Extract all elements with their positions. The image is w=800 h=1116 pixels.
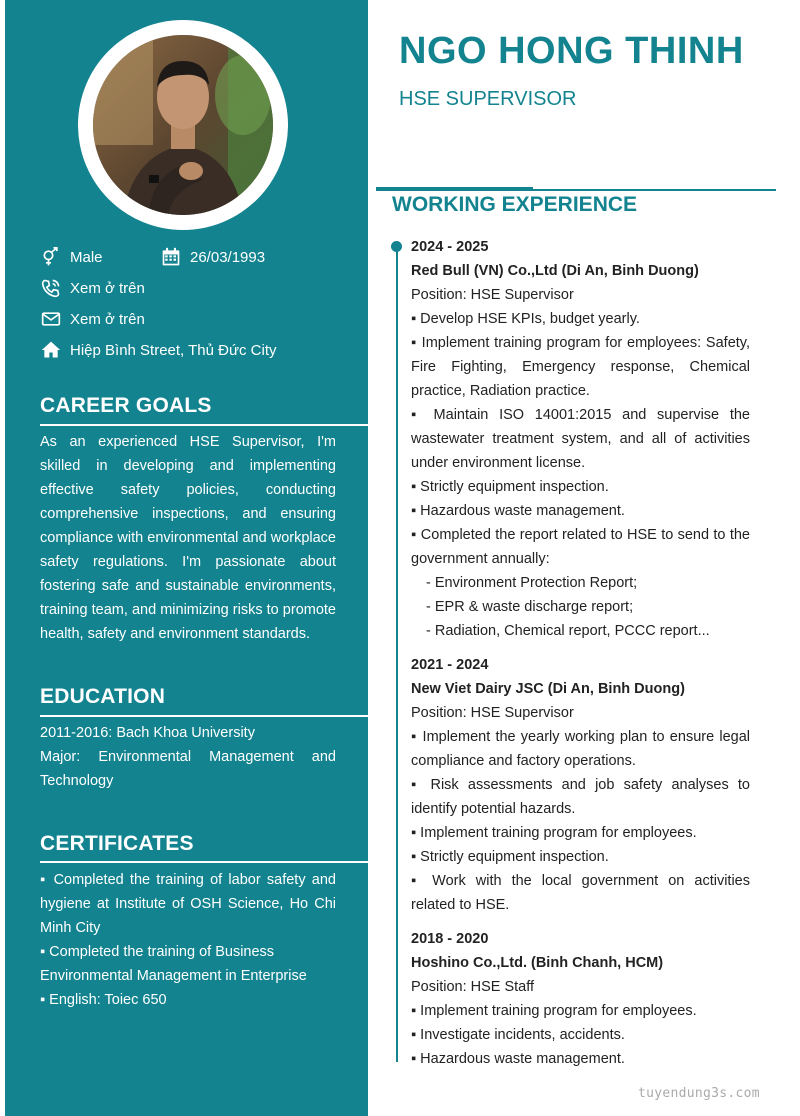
candidate-name: NGO HONG THINH [399,30,744,72]
avatar-photo [93,35,273,215]
divider-accent [376,187,533,191]
certificate-item: ▪ Completed the training of Business Environmental Management in Enterprise [40,944,307,984]
candidate-title: HSE SUPERVISOR [399,88,577,110]
education-school: 2011-2016: Bach Khoa University [40,725,255,741]
career-goals-text [40,430,336,646]
experience-entry [411,235,750,643]
job-duty: ▪ Hazardous waste management. [411,1051,625,1067]
mail-icon [40,308,62,330]
career-goals-heading: CAREER GOALS [40,394,212,417]
career-goals-paragraph: As an experienced HSE Supervisor, I'm skilled in developing and implementing effective safety policies, conducting comprehensive inspections, and ensuring compliance with environmental and workplace safety regulations. I'm passionate about fostering safe and sustainable environments, training team, and minimizing risks to promote health, safety and environment standards. [40,434,336,642]
job-duty: ▪ Maintain ISO 14001:2015 and supervise the wastewater treatment system, and all of activities under environment license. [411,407,750,471]
experience-entry [411,927,750,1071]
experience-entry [411,653,750,917]
address-row [40,339,277,361]
birthdate-row [160,246,265,268]
certificate-item: ▪ Completed the training of labor safety and hygiene at Institute of OSH Science, Ho Chi Minh City [40,872,336,936]
home-icon [40,339,62,361]
avatar-frame [78,20,288,230]
gender-row [40,246,103,268]
timeline-line [396,246,398,1062]
email-value: Xem ở trên [70,310,145,328]
job-sub-item: - EPR & waste discharge report; [426,599,634,615]
phone-row [40,277,145,299]
education-text [40,721,336,793]
education-heading: EDUCATION [40,685,166,708]
calendar-icon [160,246,182,268]
education-major: Major: Environmental Management and Technology [40,749,336,789]
job-duty: ▪ Implement the yearly working plan to ensure legal compliance and factory operations. [411,729,750,769]
email-row [40,308,145,330]
job-sub-item: - Environment Protection Report; [426,575,638,591]
phone-icon [40,277,62,299]
divider [40,715,368,717]
job-years: 2021 - 2024 [411,657,489,673]
job-duty: ▪ Work with the local government on activities related to HSE. [411,873,750,913]
job-years: 2018 - 2020 [411,931,489,947]
gender-value: Male [70,248,103,266]
job-position: Position: HSE Staff [411,979,535,995]
job-years: 2024 - 2025 [411,239,489,255]
job-duty: ▪ Investigate incidents, accidents. [411,1027,625,1043]
job-duty: ▪ Strictly equipment inspection. [411,849,609,865]
timeline-dot [391,241,402,252]
watermark: tuyendung3s.com [638,1086,760,1101]
job-duty: ▪ Risk assessments and job safety analyses to identify potential hazards. [411,777,750,817]
avatar [93,35,273,215]
job-sub-item: - Radiation, Chemical report, PCCC report... [426,623,710,639]
divider [40,861,368,863]
gender-icon [40,246,62,268]
job-position: Position: HSE Supervisor [411,287,574,303]
certificate-item: ▪ English: Toiec 650 [40,992,167,1008]
job-duty: ▪ Implement training program for employees. [411,1003,697,1019]
job-position: Position: HSE Supervisor [411,705,574,721]
job-duty: ▪ Hazardous waste management. [411,503,625,519]
certificates-list [40,868,336,1012]
certificates-heading: CERTIFICATES [40,832,194,855]
job-duty: ▪ Implement training program for employees: Safety, Fire Fighting, Emergency response, Chemical practice, Radiation practice. [411,335,750,399]
divider [40,424,368,426]
birthdate-value: 26/03/1993 [190,248,266,266]
job-duty: ▪ Strictly equipment inspection. [411,479,609,495]
job-duty: ▪ Develop HSE KPIs, budget yearly. [411,311,640,327]
sidebar [5,0,368,1116]
job-company: Red Bull (VN) Co.,Ltd (Di An, Binh Duong) [411,263,699,279]
job-company: New Viet Dairy JSC (Di An, Binh Duong) [411,681,685,697]
experience-heading: WORKING EXPERIENCE [392,193,638,216]
phone-value: Xem ở trên [70,279,145,297]
job-duty: ▪ Implement training program for employees. [411,825,697,841]
job-duty: ▪ Completed the report related to HSE to send to the government annually: [411,527,750,567]
job-company: Hoshino Co.,Ltd. (Binh Chanh, HCM) [411,955,664,971]
address-value: Hiệp Bình Street, Thủ Đức City [70,341,277,359]
